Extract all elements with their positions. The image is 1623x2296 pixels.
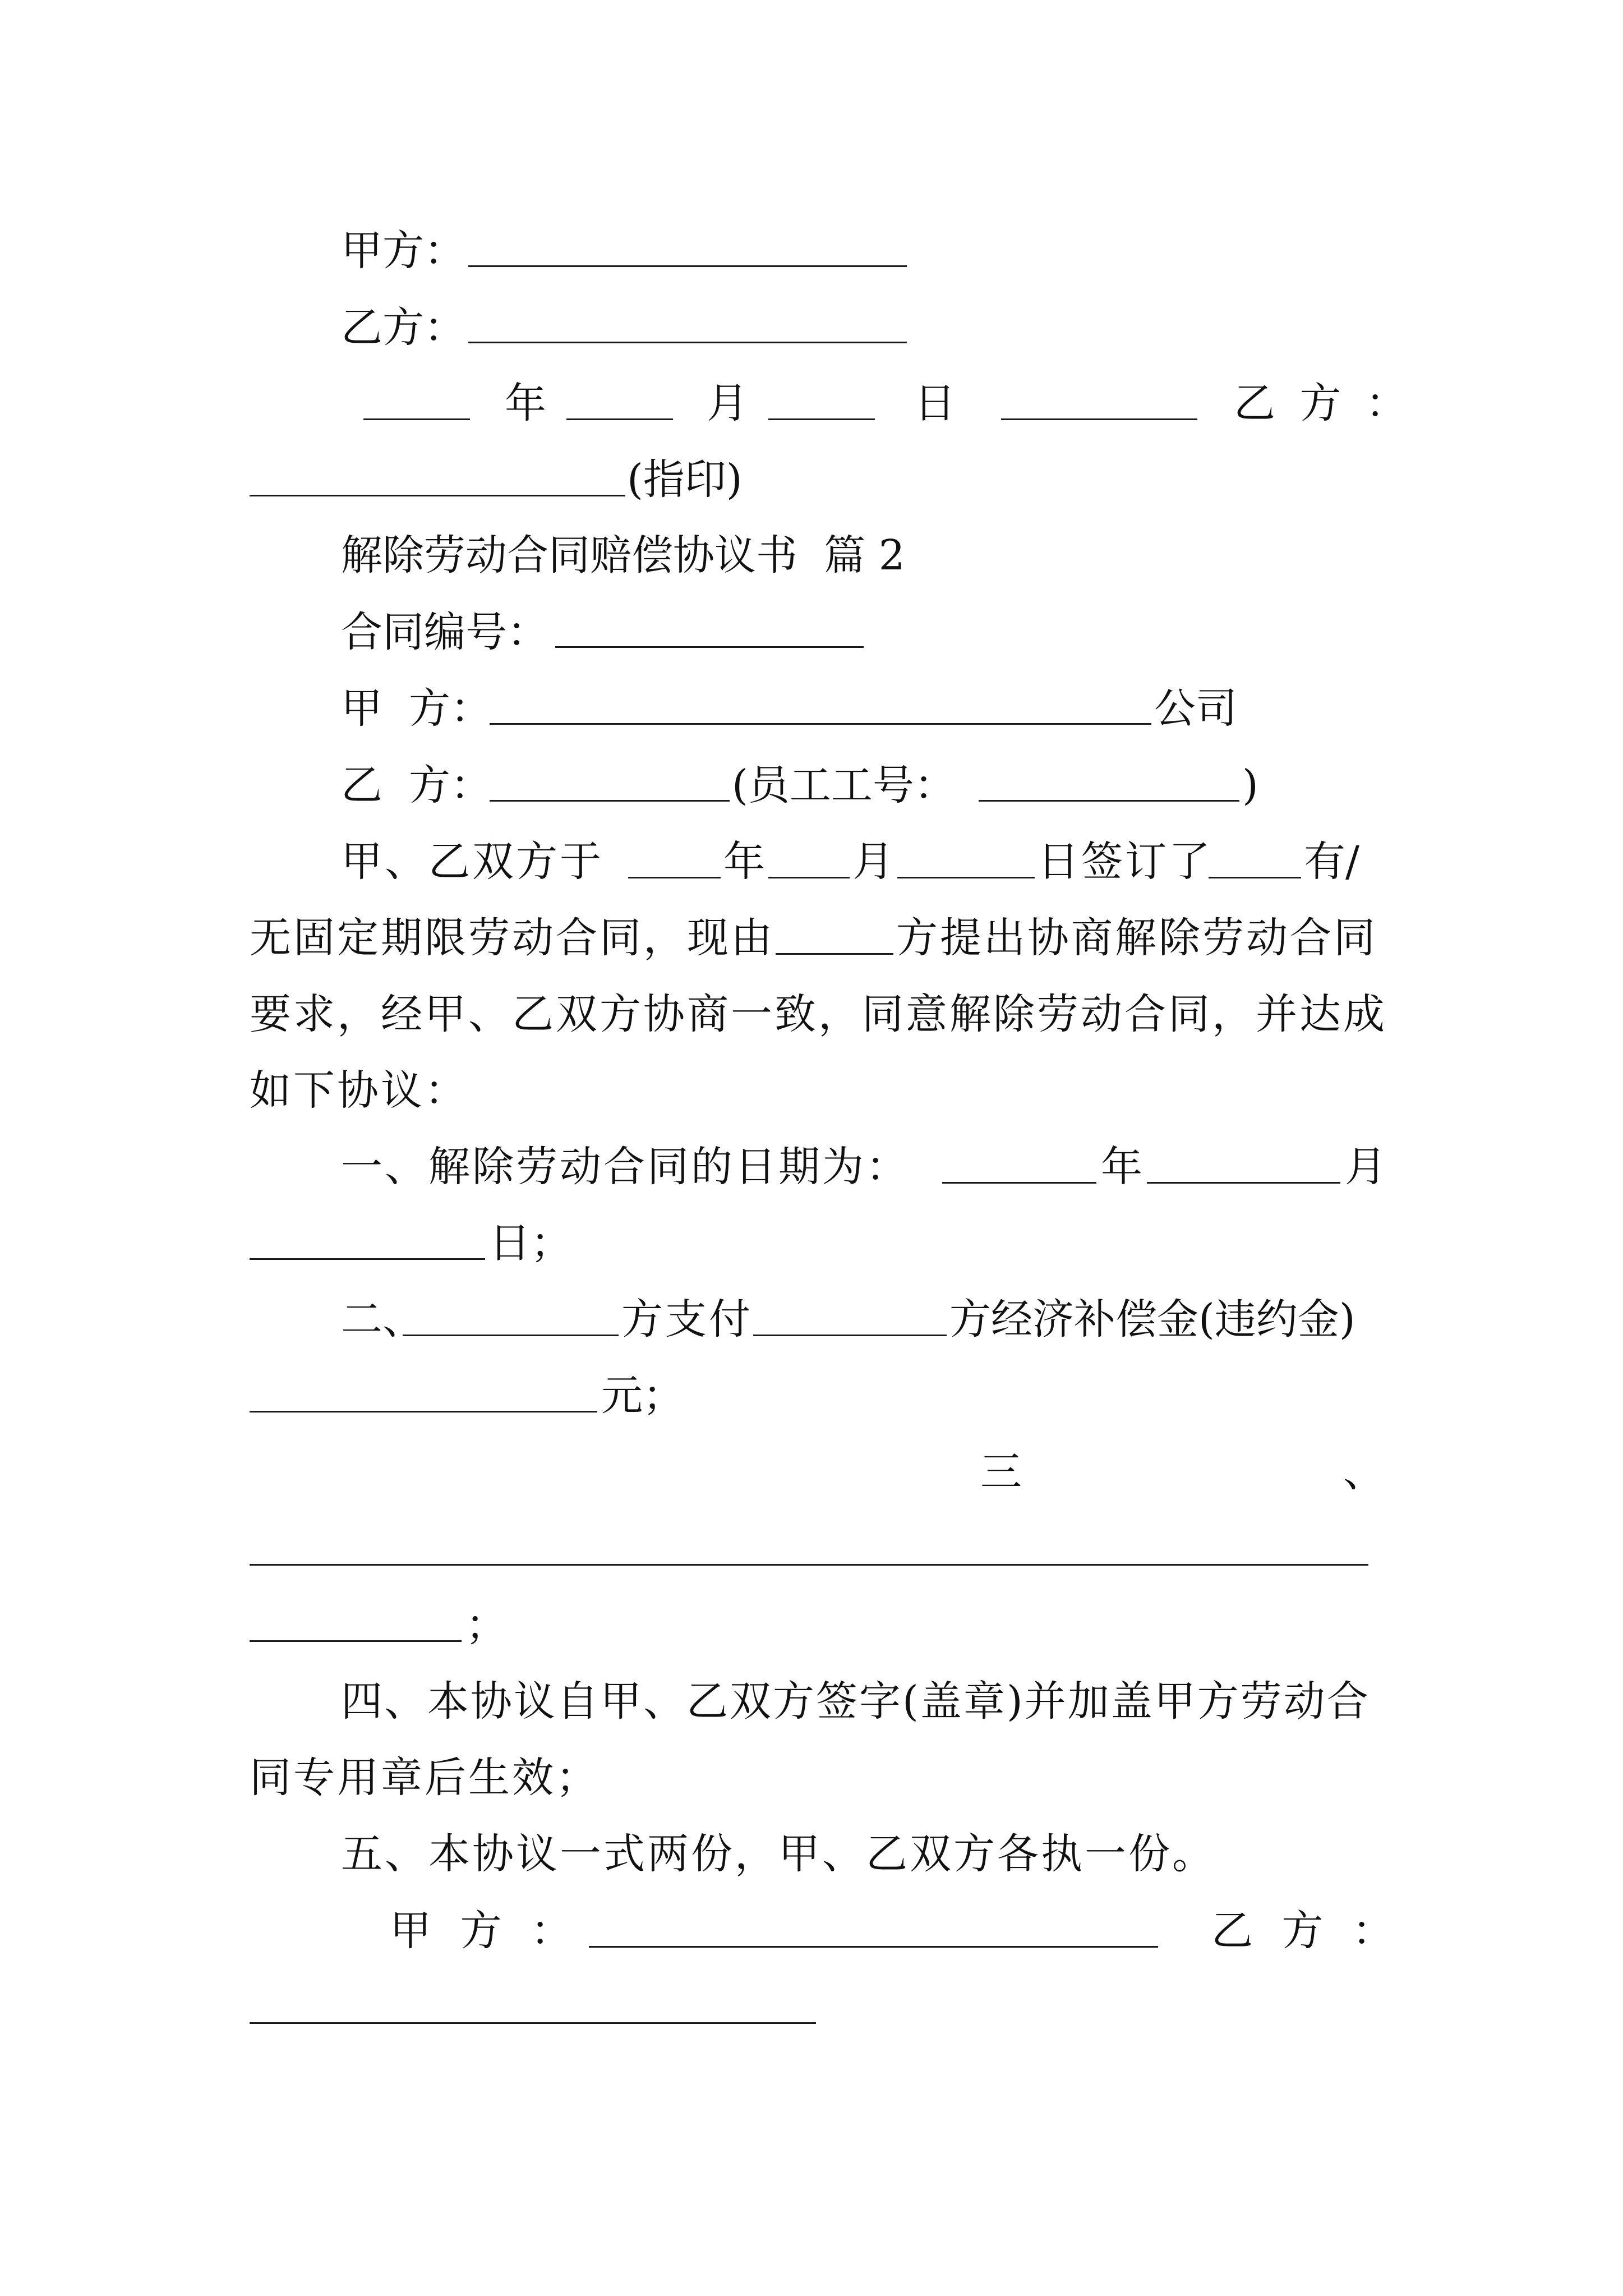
party-b-label: 乙方： [341, 303, 465, 352]
intro-month: 月 [852, 838, 894, 886]
employee-no-open: (员工工号： [732, 761, 956, 809]
clause3-num: 三 [980, 1448, 1022, 1496]
fingerprint-label: (指印) [627, 455, 743, 504]
intro-type-blank[interactable] [1209, 877, 1301, 878]
intro-proposer-blank[interactable] [776, 953, 893, 955]
party-a-blank[interactable] [468, 265, 907, 267]
intro-day-blank[interactable] [897, 877, 1035, 878]
clause2-payee-blank[interactable] [753, 1335, 947, 1336]
intro-year-blank[interactable] [628, 877, 721, 878]
clause4-line1: 四、本协议自甲、乙双方签字(盖章)并加盖甲方劳动合 [341, 1677, 1370, 1726]
intro-line4: 如下协议： [250, 1066, 468, 1115]
clause1-year-blank[interactable] [942, 1182, 1096, 1184]
sign-party-a-label: 甲 方 ： [390, 1907, 580, 1955]
sign-party-a-blank[interactable] [589, 1946, 1158, 1948]
intro-line2-suffix: 方提出协商解除劳动合同 [896, 914, 1377, 962]
intro-month-blank[interactable] [768, 877, 850, 878]
day-blank[interactable] [768, 418, 875, 420]
section-heading: 解除劳动合同赔偿协议书 篇 2 [341, 531, 905, 579]
party-b-label-2: 乙 方： [341, 761, 492, 809]
clause3-end: ； [465, 1601, 507, 1649]
party-a-name-blank[interactable] [490, 723, 1151, 725]
party-a-suffix: 公司 [1154, 684, 1237, 733]
party-b-sign-label: 乙 方 ： [1234, 379, 1413, 427]
party-a-label-2: 甲 方： [341, 684, 492, 733]
clause4-line2: 同专用章后生效； [250, 1754, 600, 1802]
clause2-pay: 方支付 [621, 1295, 753, 1343]
clause1-month-blank[interactable] [1147, 1182, 1340, 1184]
clause2-comp: 方经济补偿金(违约金) [949, 1295, 1355, 1343]
sign-party-b-label: 乙 方 ： [1211, 1907, 1402, 1955]
intro-day-signed: 日签订了 [1038, 838, 1212, 886]
clause1-month: 月 [1345, 1143, 1386, 1191]
contract-no-label: 合同编号： [341, 608, 548, 656]
clause2-unit: 元； [601, 1372, 684, 1420]
year-label: 年 [505, 379, 546, 427]
year-blank[interactable] [363, 418, 470, 420]
contract-no-blank[interactable] [555, 646, 864, 648]
clause3-content-blank[interactable] [250, 1564, 1368, 1566]
clause2-amount-blank[interactable] [250, 1411, 597, 1412]
clause3-sep: 、 [1343, 1448, 1385, 1496]
intro-year: 年 [723, 838, 765, 886]
date-extra-blank[interactable] [1001, 418, 1197, 420]
month-label: 月 [707, 379, 748, 427]
clause2-prefix: 二、 [341, 1295, 424, 1343]
month-blank[interactable] [566, 418, 673, 420]
intro-line2-prefix: 无固定期限劳动合同，现由 [250, 914, 774, 962]
party-a-label: 甲方： [341, 227, 465, 275]
clause1-day-blank[interactable] [250, 1258, 485, 1260]
employee-no-blank[interactable] [979, 800, 1239, 802]
party-b-blank[interactable] [468, 342, 907, 343]
intro-line3: 要求，经甲、乙双方协商一致，同意解除劳动合同，并达成 [250, 990, 1387, 1038]
clause1-text: 一、解除劳动合同的日期为： [341, 1143, 910, 1191]
clause5: 五、本协议一式两份，甲、乙双方各执一份。 [341, 1830, 1216, 1878]
clause1-year: 年 [1101, 1143, 1142, 1191]
clause2-payer-blank[interactable] [403, 1335, 619, 1336]
clause3-content-blank-2[interactable] [250, 1640, 462, 1642]
intro-line1-end: 有/ [1304, 838, 1359, 886]
intro-prefix: 甲、乙双方于 [341, 838, 603, 886]
employee-no-close: ) [1242, 761, 1258, 809]
fingerprint-blank[interactable] [250, 495, 625, 496]
day-label: 日 [914, 379, 956, 427]
sign-party-b-blank[interactable] [250, 2022, 816, 2024]
clause1-day: 日； [489, 1219, 572, 1267]
party-b-name-blank[interactable] [490, 800, 730, 802]
